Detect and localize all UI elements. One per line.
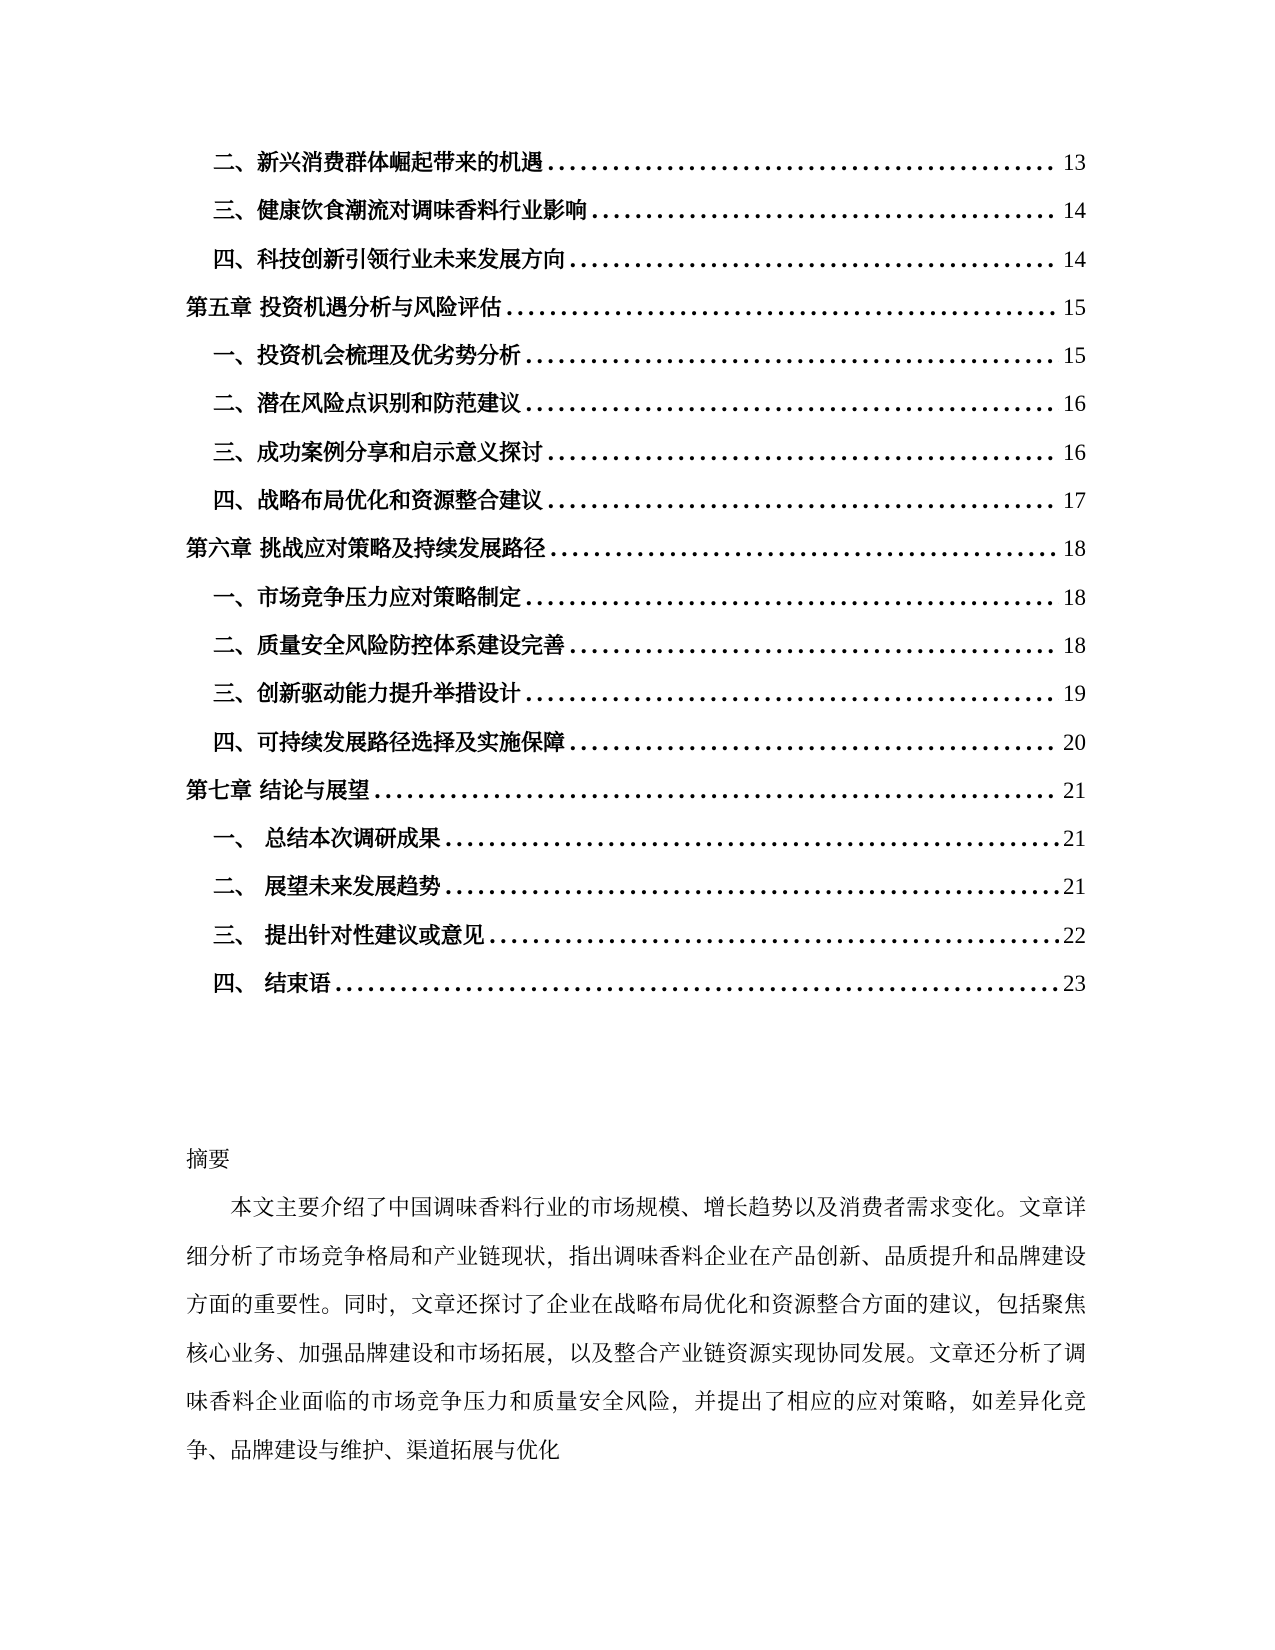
toc-leader-dots: [525, 391, 1059, 417]
toc-leader-dots: [547, 440, 1059, 466]
toc-entry[interactable]: [186, 339, 1086, 387]
toc-entry[interactable]: [186, 146, 1086, 194]
toc-entry-title: 三、健康饮食潮流对调味香料行业影响: [213, 198, 588, 225]
toc-entry-page: 14: [1063, 246, 1086, 272]
toc-entry-title: 三、成功案例分享和启示意义探讨: [213, 439, 544, 466]
abstract-section: [186, 1137, 1086, 1476]
toc-entry-title: 一、 总结本次调研成果: [213, 826, 441, 853]
toc-entry-page: 20: [1063, 729, 1086, 755]
toc-entry-title: 第六章 挑战应对策略及持续发展路径: [186, 536, 546, 563]
table-of-contents: [186, 146, 1086, 1015]
toc-entry-title: 四、科技创新引领行业未来发展方向: [213, 246, 566, 273]
toc-entry[interactable]: [186, 822, 1086, 870]
toc-leader-dots: [525, 681, 1059, 707]
toc-leader-dots: [569, 633, 1059, 659]
toc-entry[interactable]: [186, 243, 1086, 291]
toc-entry-page: 18: [1063, 536, 1086, 562]
toc-leader-dots: [569, 730, 1059, 756]
toc-chapter-entry[interactable]: [186, 291, 1086, 339]
toc-entry-page: 19: [1063, 681, 1086, 707]
toc-entry[interactable]: [186, 387, 1086, 435]
toc-entry[interactable]: [186, 967, 1086, 1015]
toc-entry-title: 二、 展望未来发展趋势: [213, 874, 441, 901]
toc-leader-dots: [547, 488, 1059, 514]
toc-leader-dots: [569, 247, 1059, 273]
toc-entry-title: 一、市场竞争压力应对策略制定: [213, 584, 522, 611]
toc-entry-page: 15: [1063, 294, 1086, 320]
toc-entry-title: 三、 提出针对性建议或意见: [213, 922, 485, 949]
toc-leader-dots: [591, 198, 1059, 224]
toc-entry-title: 二、新兴消费群体崛起带来的机遇: [213, 150, 544, 176]
toc-leader-dots: [525, 343, 1059, 369]
toc-entry-page: 21: [1063, 874, 1086, 900]
toc-leader-dots: [445, 874, 1059, 900]
toc-leader-dots: [506, 295, 1059, 321]
toc-entry[interactable]: [186, 581, 1086, 629]
toc-entry-title: 二、质量安全风险防控体系建设完善: [213, 632, 566, 659]
toc-leader-dots: [550, 536, 1059, 562]
toc-entry-page: 21: [1063, 777, 1086, 803]
toc-entry-title: 第七章 结论与展望: [186, 777, 370, 804]
abstract-body: 本文主要介绍了中国调味香料行业的市场规模、增长趋势以及消费者需求变化。文章详细分析了市场竞争格局和产业链现状，指出调味香料企业在产品创新、品质提升和品牌建设方面的重要性。同时，文章还探讨了企业在战略布局优化和资源整合方面的建议，包括聚焦核心业务、加强品牌建设和市场拓展，以及整合产业链资源实现协同发展。文章还分析了调味香料企业面临的市场竞争压力和质量安全风险，并提出了相应的应对策略，如差异化竞争、品牌建设与维护、渠道拓展与优化: [186, 1196, 1086, 1464]
toc-entry-page: 14: [1063, 198, 1086, 224]
toc-entry-page: 22: [1063, 922, 1086, 948]
toc-entry[interactable]: [186, 436, 1086, 484]
toc-entry-title: 四、 结束语: [213, 971, 331, 998]
toc-entry-title: 一、投资机会梳理及优劣势分析: [213, 343, 522, 370]
toc-entry-page: 21: [1063, 826, 1086, 852]
toc-entry[interactable]: [186, 629, 1086, 677]
toc-entry-page: 18: [1063, 584, 1086, 610]
toc-entry-page: 18: [1063, 632, 1086, 658]
toc-chapter-entry[interactable]: [186, 774, 1086, 822]
toc-leader-dots: [489, 923, 1059, 949]
toc-entry-page: 16: [1063, 391, 1086, 417]
toc-entry-title: 第五章 投资机遇分析与风险评估: [186, 294, 502, 321]
toc-entry-page: 13: [1063, 150, 1086, 175]
toc-entry-title: 四、战略布局优化和资源整合建议: [213, 488, 544, 515]
toc-leader-dots: [374, 778, 1059, 804]
toc-leader-dots: [445, 826, 1059, 852]
toc-entry-title: 四、可持续发展路径选择及实施保障: [213, 729, 566, 756]
toc-leader-dots: [335, 971, 1059, 997]
toc-entry-title: 二、潜在风险点识别和防范建议: [213, 391, 522, 418]
toc-leader-dots: [547, 150, 1059, 176]
toc-entry[interactable]: [186, 919, 1086, 967]
toc-entry-page: 16: [1063, 439, 1086, 465]
toc-entry[interactable]: [186, 194, 1086, 242]
toc-entry[interactable]: [186, 870, 1086, 918]
toc-leader-dots: [525, 585, 1059, 611]
toc-entry[interactable]: [186, 484, 1086, 532]
toc-entry-title: 三、创新驱动能力提升举措设计: [213, 681, 522, 708]
toc-entry[interactable]: [186, 677, 1086, 725]
toc-entry-page: 23: [1063, 971, 1086, 997]
toc-entry-page: 17: [1063, 488, 1086, 514]
toc-entry[interactable]: [186, 726, 1086, 774]
abstract-heading: 摘要: [186, 1148, 231, 1173]
toc-chapter-entry[interactable]: [186, 532, 1086, 580]
toc-entry-page: 15: [1063, 343, 1086, 369]
